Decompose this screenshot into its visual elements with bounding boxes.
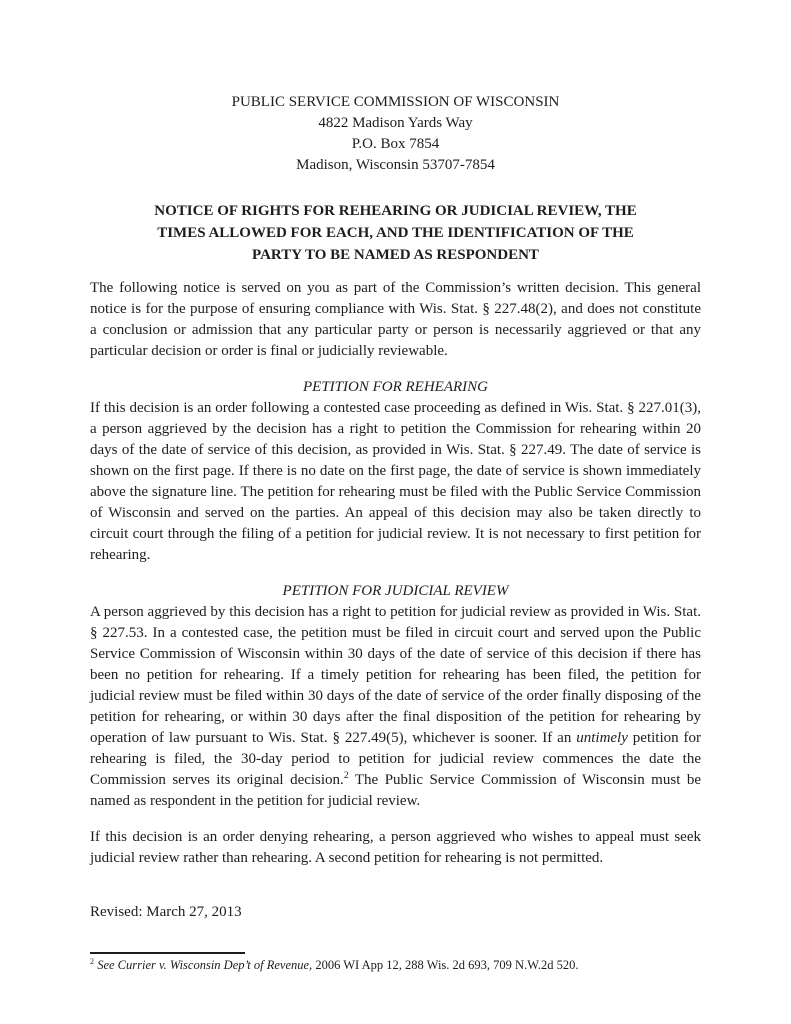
judicial-review-heading: PETITION FOR JUDICIAL REVIEW (282, 583, 509, 599)
footnote-citation-italic: See Currier v. Wisconsin Dep’t of Revenue, (94, 958, 313, 972)
footnote-separator (90, 952, 245, 954)
untimely-emphasis: untimely (576, 730, 628, 746)
address-line-2: P.O. Box 7854 (351, 136, 440, 152)
notice-title-line-2: TIMES ALLOWED FOR EACH, AND THE IDENTIFICATION OF THE (157, 225, 634, 241)
address-line-3: Madison, Wisconsin 53707-7854 (296, 157, 495, 173)
rehearing-heading: PETITION FOR REHEARING (303, 379, 488, 395)
denial-paragraph: If this decision is an order denying rehearing, a person aggrieved who wishes to appeal must seek judicial review rather than rehearing. A second petition for rehearing is not permitted. (90, 829, 701, 866)
rehearing-paragraph: If this decision is an order following a contested case proceeding as defined in Wis. Stat. § 227.01(3), a person aggrieved by the decision has a right to petition the Commission for rehearing within 20 days of the date of service of this decision, as provided in Wis. Stat. § 227.49. The date of service is shown on the first page. If there is no date on the first page, the date of service is shown immediately above the signature line. The petition for rehearing must be filed with the Public Service Commission of Wisconsin and served on the parties. An appeal of this decision may also be taken directly to circuit court through the filing of a petition for judicial review. It is not necessary to first petition for rehearing. (90, 400, 701, 563)
judicial-review-paragraph (90, 602, 701, 812)
footnote-text (90, 957, 701, 974)
judicial-review-section (90, 581, 701, 812)
footnote-marker: 2 (90, 956, 95, 966)
letterhead (90, 92, 701, 176)
intro-paragraph: The following notice is served on you as part of the Commission’s written decision. This general notice is for the purpose of ensuring compliance with Wis. Stat. § 227.48(2), and does not constitute a conclusion or admission that any particular party or person is necessarily aggrieved or that any particular decision or order is final or judicially reviewable. (90, 280, 701, 359)
judicial-review-text-1: A person aggrieved by this decision has a right to petition for judicial review as provided in Wis. Stat. § 227.53. In a contested case, the petition must be filed in circuit court and served upon the Public Service Commission of Wisconsin within 30 days of the date of service of this decision if there has been no petition for rehearing. If a timely petition for rehearing has been filed, the petition for judicial review must be filed within 30 days of the date of service of the order finally disposing of the petition for rehearing, or within 30 days after the final disposition of the petition for rehearing by operation of law pursuant to Wis. Stat. § 227.49(5), whichever is sooner. If an (90, 604, 701, 746)
footnote-citation-rest: 2006 WI App 12, 288 Wis. 2d 693, 709 N.W.2d 520. (312, 958, 579, 972)
notice-title (90, 200, 701, 266)
footnote-reference: 2 (343, 770, 349, 781)
rehearing-section (90, 377, 701, 566)
judicial-review-text-2: petition for rehearing is filed, the 30-day period to petition for judicial review commences the date the Commission serves its original decision. (90, 730, 701, 788)
revised-date: Revised: March 27, 2013 (90, 904, 242, 920)
notice-title-line-1: NOTICE OF RIGHTS FOR REHEARING OR JUDICIAL REVIEW, THE (154, 203, 637, 219)
notice-title-line-3: PARTY TO BE NAMED AS RESPONDENT (252, 247, 539, 263)
org-name: PUBLIC SERVICE COMMISSION OF WISCONSIN (231, 94, 560, 110)
address-line-1: 4822 Madison Yards Way (318, 115, 473, 131)
judicial-review-text-3: The Public Service Commission of Wisconsin must be named as respondent in the petition for judicial review. (90, 772, 701, 809)
footnote-area (90, 952, 701, 974)
